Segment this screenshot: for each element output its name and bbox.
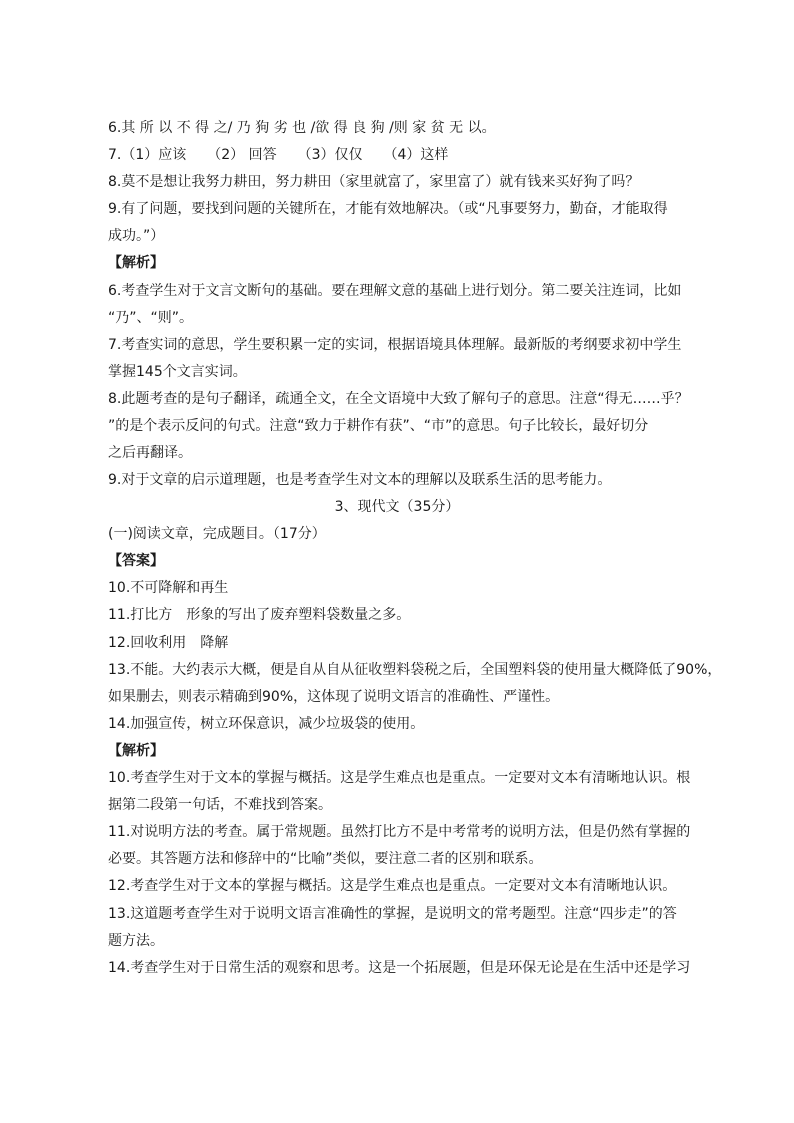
analysis-line-13-cont: 题方法。 xyxy=(108,933,164,949)
analysis-line-6: 6.考查学生对于文言文断句的基础。要在理解文意的基础上进行划分。第二要关注连词，比如 xyxy=(108,283,682,299)
answer-line-8: 8.莫不是想让我努力耕田，努力耕田（家里就富了，家里富了）就有钱来买好狗了吗？ xyxy=(108,174,640,190)
answer-heading: 【答案】 xyxy=(108,553,164,569)
analysis-heading: 【解析】 xyxy=(108,255,164,271)
analysis-line-8-cont: ”的是个表示反问的句式。注意“致力于耕作有获”、“市”的意思。句子比较长，最好切分 xyxy=(108,418,649,434)
answer-line-9-cont: 成功。”） xyxy=(108,228,165,244)
analysis-line-11-cont: 必要。其答题方法和修辞中的“比喻”类似，要注意二者的区别和联系。 xyxy=(108,851,543,867)
section-title: 3、现代文（35分） xyxy=(334,499,460,515)
reading-instruction: (一)阅读文章，完成题目。（17分） xyxy=(108,526,326,542)
analysis-line-8: 8.此题考查的是句子翻译，疏通全文，在全文语境中大致了解句子的意思。注意“得无……乎？ xyxy=(108,391,689,407)
answer-line-7: 7.（1）应该 （2） 回答 （3）仅仅 （4）这样 xyxy=(108,147,449,163)
analysis-line-10-cont: 据第二段第一句话，不难找到答案。 xyxy=(108,797,332,813)
answer-line-12: 12.回收利用 降解 xyxy=(108,635,229,651)
analysis-line-10: 10.考查学生对于文本的掌握与概括。这是学生难点也是重点。一定要对文本有清晰地认识。根 xyxy=(108,770,691,786)
answer-line-6: 6.其 所 以 不 得 之/ 乃 狗 劣 也 /欲 得 良 狗 /则 家 贫 无 以。 xyxy=(108,120,496,136)
answer-line-13: 13.不能。大约表示大概，便是自从自从征收塑料袋税之后，全国塑料袋的使用量大概降低了90%， xyxy=(108,662,722,678)
answer-line-10: 10.不可降解和再生 xyxy=(108,580,229,596)
analysis-line-11: 11.对说明方法的考查。属于常规题。虽然打比方不是中考常考的说明方法，但是仍然有掌握的 xyxy=(108,824,691,840)
answer-line-9: 9.有了问题，要找到问题的关键所在，才能有效地解决。（或“凡事要努力，勤奋，才能取得 xyxy=(108,201,668,217)
analysis-heading-2: 【解析】 xyxy=(108,743,164,759)
analysis-line-9: 9.对于文章的启示道理题，也是考查学生对文本的理解以及联系生活的思考能力。 xyxy=(108,472,612,488)
analysis-line-7-cont: 掌握145个文言实词。 xyxy=(108,364,247,380)
analysis-line-8-end: 之后再翻译。 xyxy=(108,445,192,461)
answer-line-14: 14.加强宣传，树立环保意识，减少垃圾袋的使用。 xyxy=(108,716,425,732)
answer-line-11: 11.打比方 形象的写出了废弃塑料袋数量之多。 xyxy=(108,607,411,623)
analysis-line-14: 14.考查学生对于日常生活的观察和思考。这是一个拓展题，但是环保无论是在生活中还是学习 xyxy=(108,960,691,976)
analysis-line-13: 13.这道题考查学生对于说明文语言准确性的掌握，是说明文的常考题型。注意“四步走”的答 xyxy=(108,906,677,922)
analysis-line-7: 7.考查实词的意思，学生要积累一定的实词，根据语境具体理解。最新版的考纲要求初中学生 xyxy=(108,337,682,353)
analysis-line-12: 12.考查学生对于文本的掌握与概括。这是学生难点也是重点。一定要对文本有清晰地认识。 xyxy=(108,878,677,894)
analysis-line-6-cont: “乃”、“则”。 xyxy=(108,310,194,326)
answer-line-13-cont: 如果删去，则表示精确到90%，这体现了说明文语言的准确性、严谨性。 xyxy=(108,689,560,705)
